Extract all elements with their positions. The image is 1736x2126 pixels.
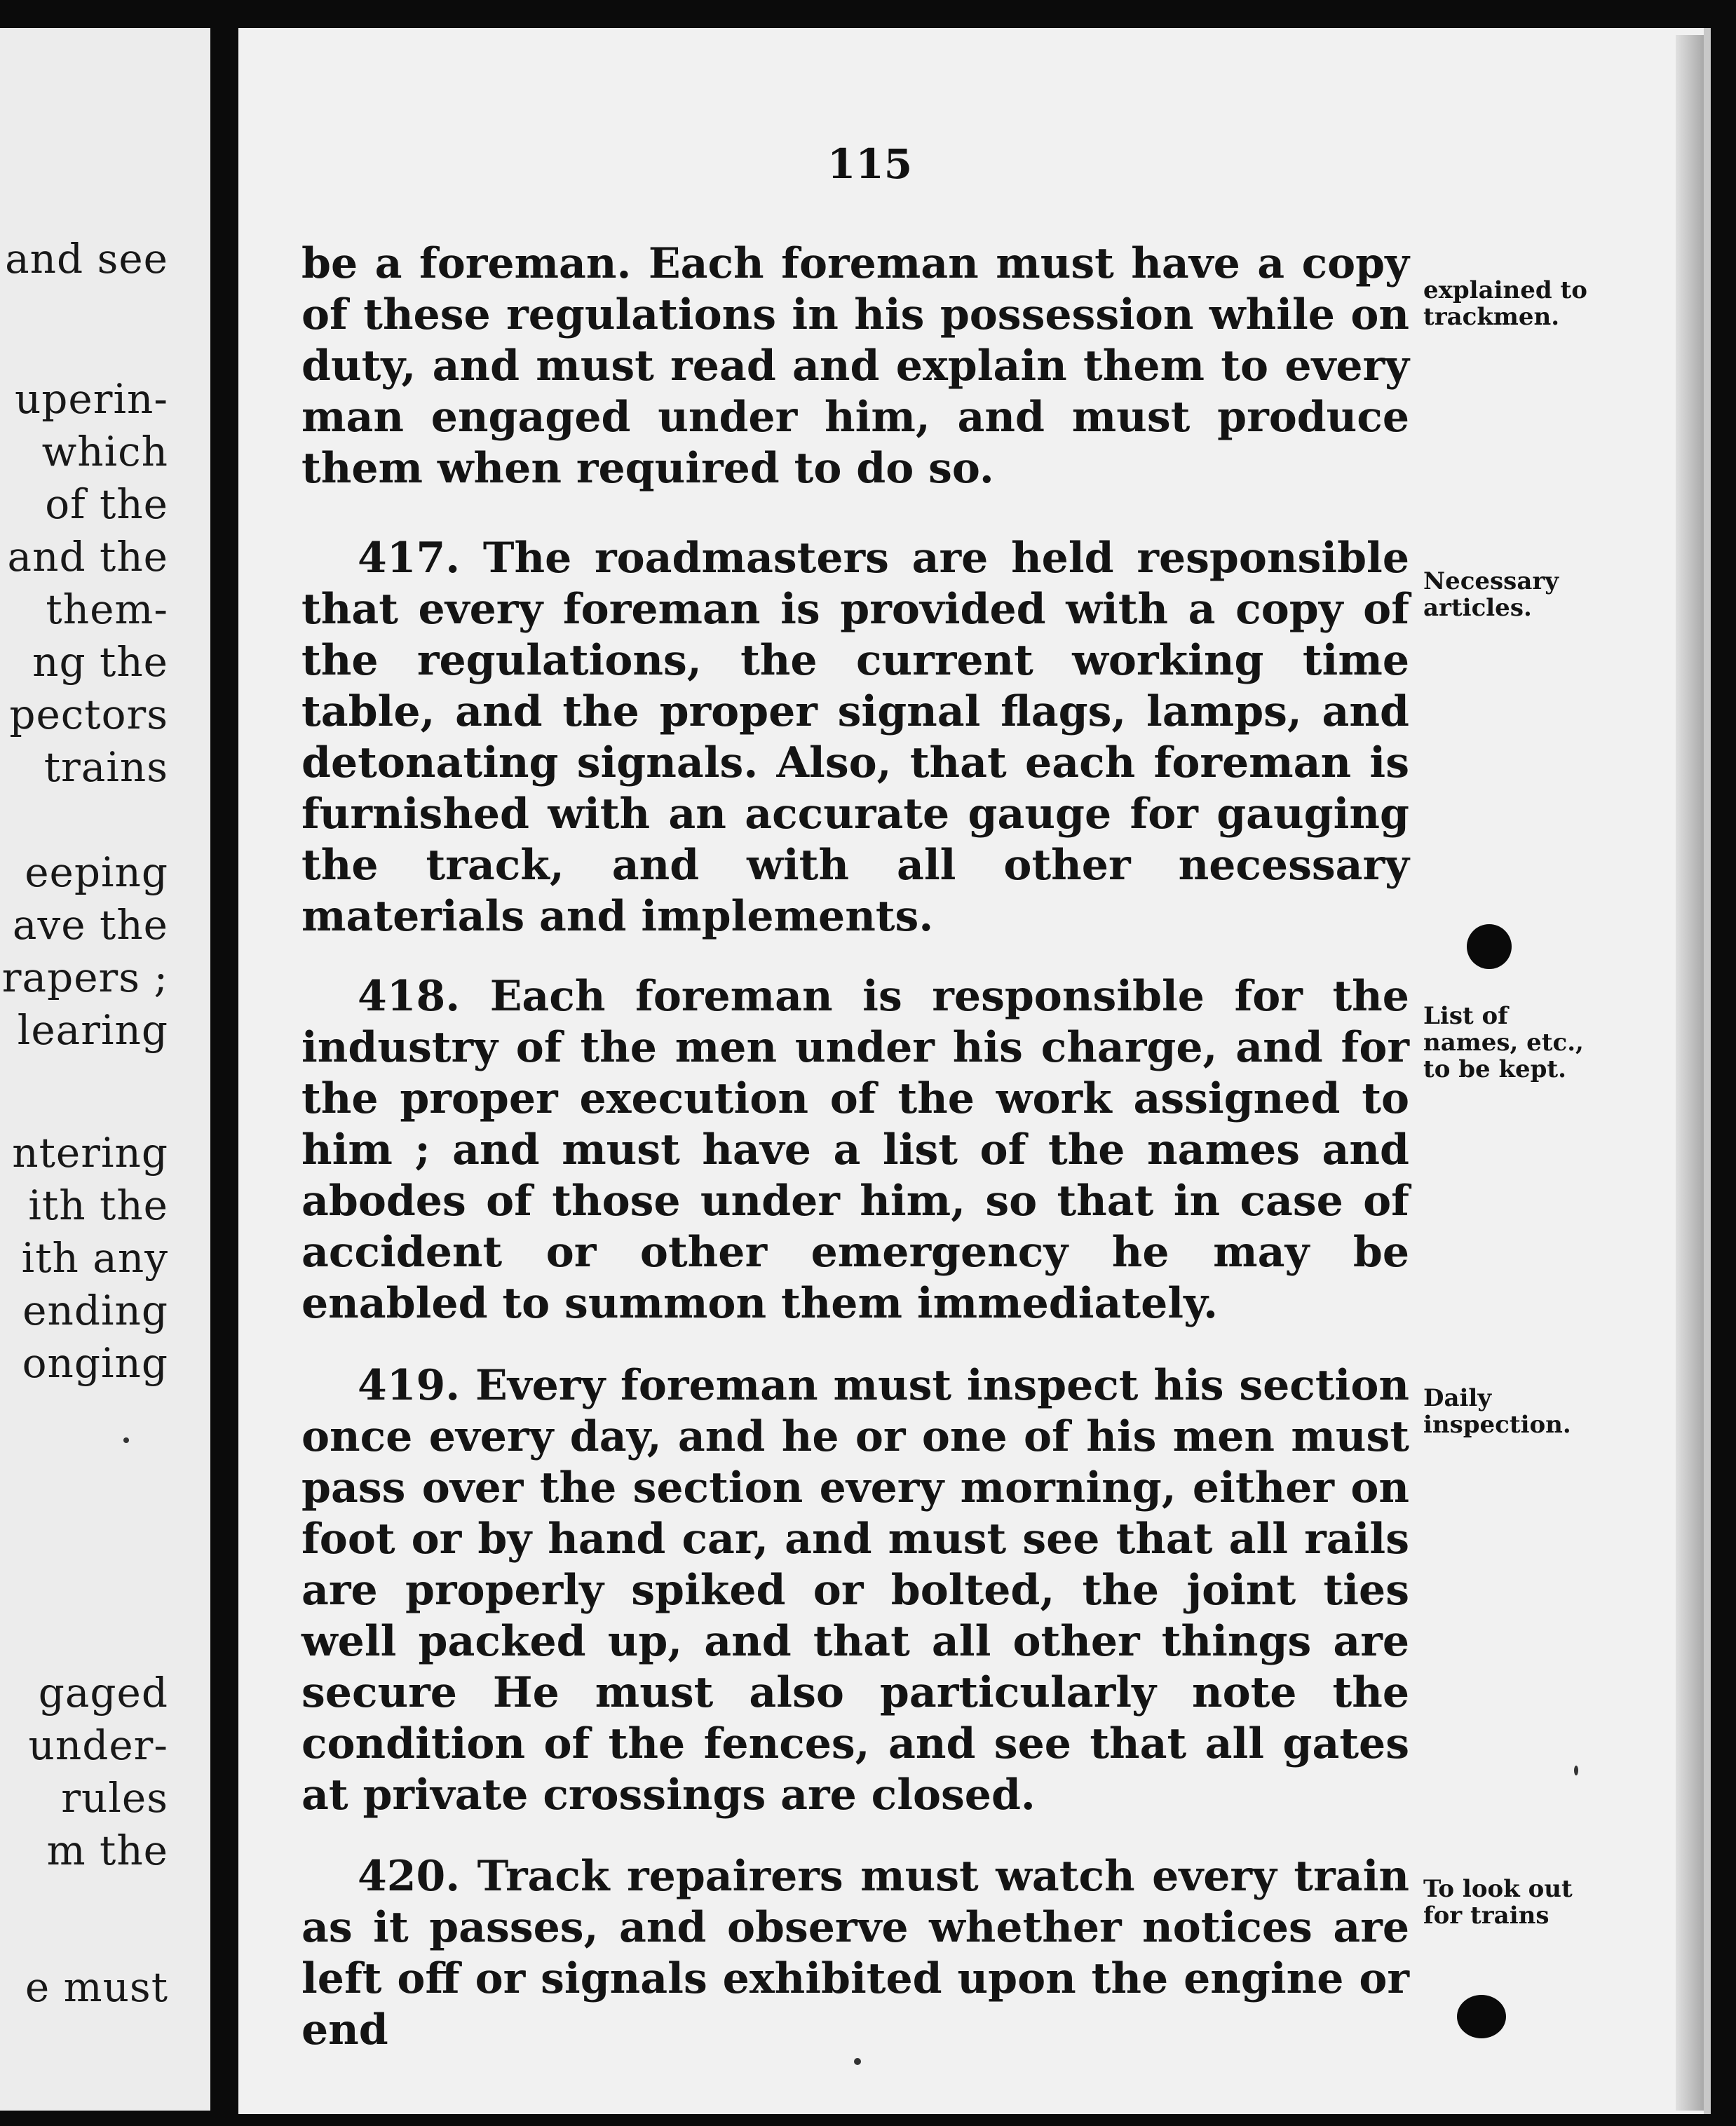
paragraph-text: Every foreman must inspect his section once every day, and he or one of his men must pass over the section every morning, either on foot or by hand car, and must see that all rails are properly spiked or bolted, the joint ties well packed up, and that all other things are secure He must also particularly note the condition of the fences, and see that all gates at private crossings are closed.	[301, 1361, 1409, 1820]
paragraph-420	[301, 1851, 1409, 2056]
paragraph-number: 417.	[358, 534, 483, 583]
page-edge	[1676, 35, 1704, 2111]
left-page-line: ave the	[12, 901, 168, 949]
margin-note: explained to trackmen.	[1423, 276, 1587, 331]
left-page-line: pectors	[9, 691, 168, 738]
left-page-line: ith any	[21, 1234, 168, 1282]
left-page-line: ith the	[28, 1182, 168, 1229]
left-page-line: of the	[45, 480, 168, 528]
paragraph-text: The roadmasters are held responsible that every foreman is provided with a copy of the regulations, the current working time table, and the proper signal flags, lamps, and detonating signals. Also, that each foreman is furnished with an accurate gauge for gauging the track, and with all other necessary materials and implements.	[301, 534, 1409, 941]
left-page-line: eeping	[25, 848, 168, 896]
left-page-line: which	[41, 428, 168, 475]
paragraph-418	[301, 971, 1409, 1329]
left-page-line: ntering	[12, 1129, 168, 1177]
left-page-line: uperin-	[14, 375, 168, 423]
paragraph-text: be a foreman. Each foreman must have a copy of these regulations in his possession while on duty, and must read and explain them to every man engaged under him, and must produce them when required to do so.	[301, 239, 1409, 493]
paragraph-number: 418.	[358, 972, 490, 1021]
paragraph-continuation	[301, 238, 1409, 494]
paragraph-419	[301, 1360, 1409, 1821]
left-page-line: them-	[46, 585, 168, 633]
paragraph-text: Track repairers must watch every train as it passes, and observe whether notices are left off or signals exhibited upon the engine or end	[301, 1852, 1409, 2054]
ink-speck	[1574, 1766, 1578, 1775]
paragraph-text: Each foreman is responsible for the industry of the men under his charge, and for the proper execution of the work assigned to him ; and must have a list of the names and abodes of those under him, so that in case of accident or other emergency he may be enabled to summon them immediately.	[301, 972, 1409, 1328]
ink-speck	[854, 2058, 861, 2065]
paragraph-number: 419.	[358, 1361, 475, 1410]
paragraph-number: 420.	[358, 1852, 477, 1901]
margin-note: Necessary articles.	[1423, 567, 1559, 622]
paragraph-417	[301, 533, 1409, 942]
left-page-line: learing	[17, 1006, 168, 1054]
margin-note: To look out for trains	[1423, 1875, 1573, 1930]
left-facing-page	[0, 28, 210, 2111]
left-page-line: rules	[61, 1774, 168, 1822]
page-number: 115	[827, 140, 913, 188]
ink-blot	[1467, 924, 1512, 969]
left-page-line: under-	[28, 1721, 168, 1769]
left-page-line: e must	[25, 1963, 168, 2011]
left-page-line: m the	[46, 1827, 168, 1874]
left-page-line: ending	[22, 1287, 168, 1334]
margin-note: Daily inspection.	[1423, 1384, 1571, 1439]
left-page-line: trains	[43, 743, 168, 791]
left-page-line: ng the	[32, 638, 168, 686]
left-page-line: rapers ;	[1, 954, 168, 1001]
left-page-line: onging	[22, 1339, 168, 1387]
left-page-line: and see	[5, 235, 168, 283]
left-page-line: and the	[7, 533, 168, 581]
margin-note: List of names, etc., to be kept.	[1423, 1002, 1584, 1083]
left-page-line: gaged	[38, 1669, 168, 1717]
ink-blot	[1457, 1995, 1506, 2038]
ink-speck	[123, 1437, 129, 1443]
